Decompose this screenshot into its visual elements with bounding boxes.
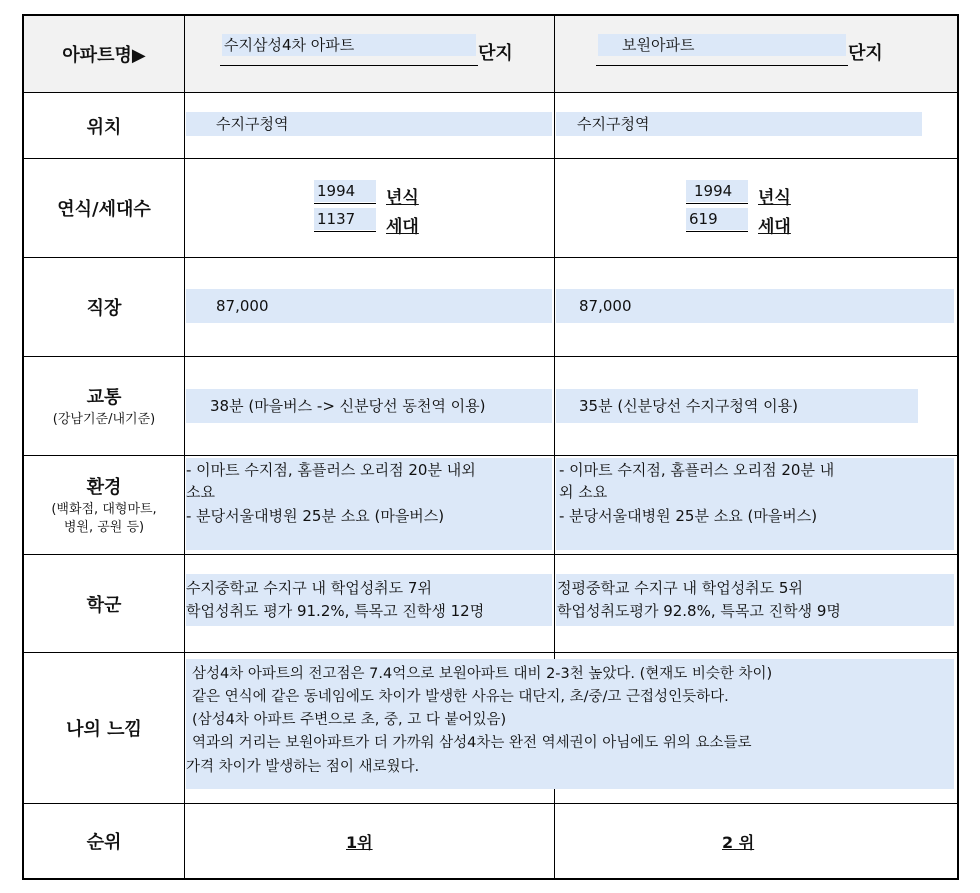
- school-apt1-line-2: 학업성취도 평가 91.2%, 특목고 진학생 12명: [186, 602, 485, 620]
- job-apt2: 87,000: [579, 297, 632, 315]
- apt1-year-suffix: 년식: [386, 188, 419, 208]
- school-apt1-line-1: 수지중학교 수지구 내 학업성취도 7위: [186, 579, 432, 597]
- apt1-units: 1137: [317, 210, 356, 228]
- location-label-cell: [24, 93, 184, 158]
- transport-apt2: 35분 (신분당선 수지구청역 이용): [579, 397, 798, 415]
- header-label: 아파트명▶: [62, 45, 146, 66]
- school-label: 학군: [86, 594, 122, 616]
- transport-sublabel: (강남기준/내기준): [52, 412, 156, 427]
- school-label-cell: [24, 555, 184, 652]
- apt1-year-underline: [314, 203, 376, 204]
- environment-apt1-line-2: 소요: [186, 483, 215, 501]
- opinion-line-5: 가격 차이가 발생하는 점이 새로웠다.: [186, 759, 420, 775]
- location-apt2: 수지구청역: [577, 115, 650, 133]
- rank-apt1: 1위: [346, 833, 373, 852]
- school-apt2-line-1: 정평중학교 수지구 내 학업성취도 5위: [557, 579, 803, 597]
- comparison-table: [22, 14, 959, 880]
- opinion-line-3: (삼성4차 아파트 주변으로 초, 중, 고 다 붙어있음): [192, 712, 507, 728]
- environment-apt2-line-2: 외 소요: [559, 483, 608, 501]
- apt1-name-underline: [220, 65, 478, 66]
- transport-label-cell: [24, 357, 184, 455]
- apt2-year-underline: [686, 203, 748, 204]
- apt2-name: 보원아파트: [622, 36, 695, 54]
- environment-apt1-line-1: - 이마트 수지점, 홈플러스 오리점 20분 내외: [186, 461, 476, 479]
- opinion-line-2: 같은 연식에 같은 동네임에도 차이가 발생한 사유는 대단지, 초/중/고 근접성인듯하다.: [192, 689, 729, 705]
- apt1-name: 수지삼성4차 아파트: [224, 36, 355, 54]
- opinion-line-1: 삼성4차 아파트의 전고점은 7.4억으로 보원아파트 대비 2-3천 높았다. (현재도 비슷한 차이): [192, 666, 773, 682]
- apt1-year: 1994: [317, 182, 356, 200]
- rank-label: 순위: [86, 832, 122, 853]
- apt2-year: 1994: [694, 182, 733, 200]
- apt1-suffix: 단지: [478, 43, 513, 64]
- job-apt1: 87,000: [216, 297, 269, 315]
- column-divider: [184, 16, 185, 878]
- opinion-label: 나의 느낌: [66, 719, 142, 740]
- environment-label: 환경: [86, 477, 122, 498]
- apt2-year-suffix: 년식: [758, 188, 791, 208]
- apt2-name-underline: [596, 65, 848, 66]
- job-label: 직장: [86, 298, 122, 319]
- apt2-units-suffix: 세대: [758, 217, 791, 237]
- environment-apt2-line-3: - 분당서울대병원 25분 소요 (마을버스): [559, 507, 818, 525]
- apt1-units-suffix: 세대: [386, 217, 419, 237]
- environment-apt2-line-1: - 이마트 수지점, 홈플러스 오리점 20분 내: [559, 461, 835, 479]
- apt1-units-underline: [314, 231, 376, 232]
- apt2-units-underline: [686, 231, 748, 232]
- school-apt2-line-2: 학업성취도평가 92.8%, 특목고 진학생 9명: [557, 602, 841, 620]
- apt2-units: 619: [689, 210, 718, 228]
- year-units-label-cell: [24, 159, 184, 257]
- year-units-label: 연식/세대수: [57, 199, 151, 220]
- rank-apt2: 2 위: [722, 833, 755, 852]
- job-label-cell: [24, 258, 184, 356]
- environment-sublabel-2: 병원, 공원 등): [63, 520, 145, 535]
- environment-label-cell: [24, 456, 184, 554]
- environment-apt1-line-3: - 분당서울대병원 25분 소요 (마을버스): [186, 507, 445, 525]
- rank-label-cell: [24, 804, 184, 878]
- header-label-cell: [24, 16, 184, 92]
- apt2-suffix: 단지: [848, 43, 883, 64]
- location-apt1: 수지구청역: [216, 115, 289, 133]
- opinion-line-4: 역과의 거리는 보원아파트가 더 가까워 삼성4차는 완전 역세권이 아님에도 위의 요소들로: [192, 735, 752, 751]
- transport-label: 교통: [86, 387, 122, 408]
- location-label: 위치: [86, 116, 122, 138]
- transport-apt1: 38분 (마을버스 -> 신분당선 동천역 이용): [210, 397, 486, 415]
- opinion-label-cell: [24, 653, 184, 803]
- environment-sublabel-1: (백화점, 대형마트,: [51, 502, 157, 517]
